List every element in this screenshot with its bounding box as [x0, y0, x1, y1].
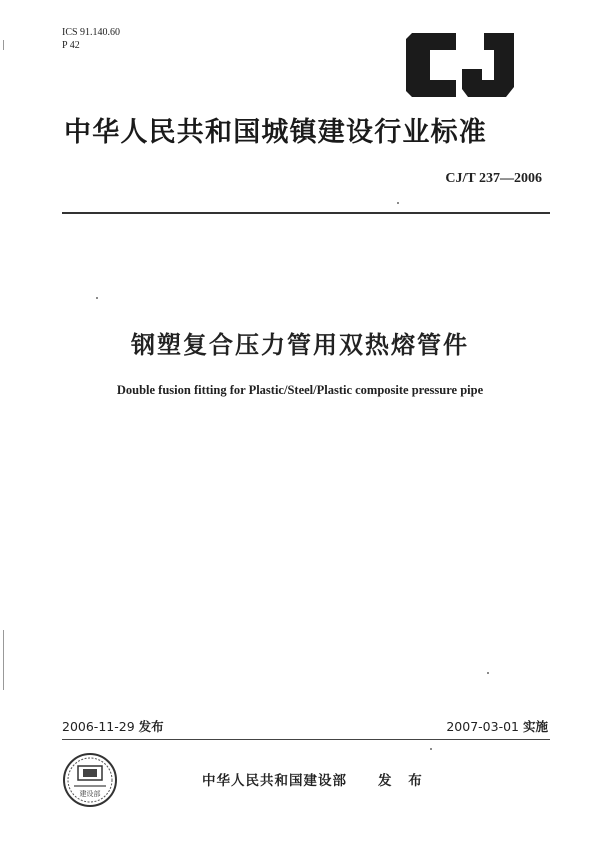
standard-number: CJ/T 237—2006 — [445, 171, 542, 186]
ministry-seal-icon — [62, 752, 118, 808]
header-divider — [62, 212, 550, 214]
standard-category-title: 中华人民共和国城镇建设行业标准 — [64, 117, 487, 148]
publish-label: 发 布 — [378, 773, 428, 789]
seal-label: 建设部 — [79, 790, 101, 798]
scan-edge-mark — [3, 40, 4, 50]
issue-date: 2006-11-29 — [62, 719, 135, 734]
ccs-code: P 42 — [62, 40, 80, 51]
scan-speck — [430, 748, 432, 750]
ics-code: ICS 91.140.60 — [62, 27, 121, 38]
document-title-cn: 钢塑复合压力管用双热熔管件 — [131, 331, 469, 359]
scan-speck — [487, 672, 489, 674]
publisher-name: 中华人民共和国建设部 — [202, 773, 347, 789]
scan-speck — [96, 297, 98, 299]
scan-speck — [397, 202, 399, 204]
scan-edge-mark — [3, 630, 4, 690]
classification-codes — [62, 26, 120, 52]
implementation-label: 实施 — [522, 719, 548, 734]
cj-logo — [406, 33, 518, 97]
issue-label: 发布 — [138, 719, 164, 734]
logo-text: CJ — [406, 33, 407, 34]
footer-divider — [62, 739, 550, 740]
implementation-date: 2007-03-01 — [446, 719, 519, 734]
document-title-en: Double fusion fitting for Plastic/Steel/Plastic composite pressure pipe — [116, 383, 484, 397]
issue-date-line — [62, 717, 164, 735]
implementation-date-line — [446, 717, 548, 735]
